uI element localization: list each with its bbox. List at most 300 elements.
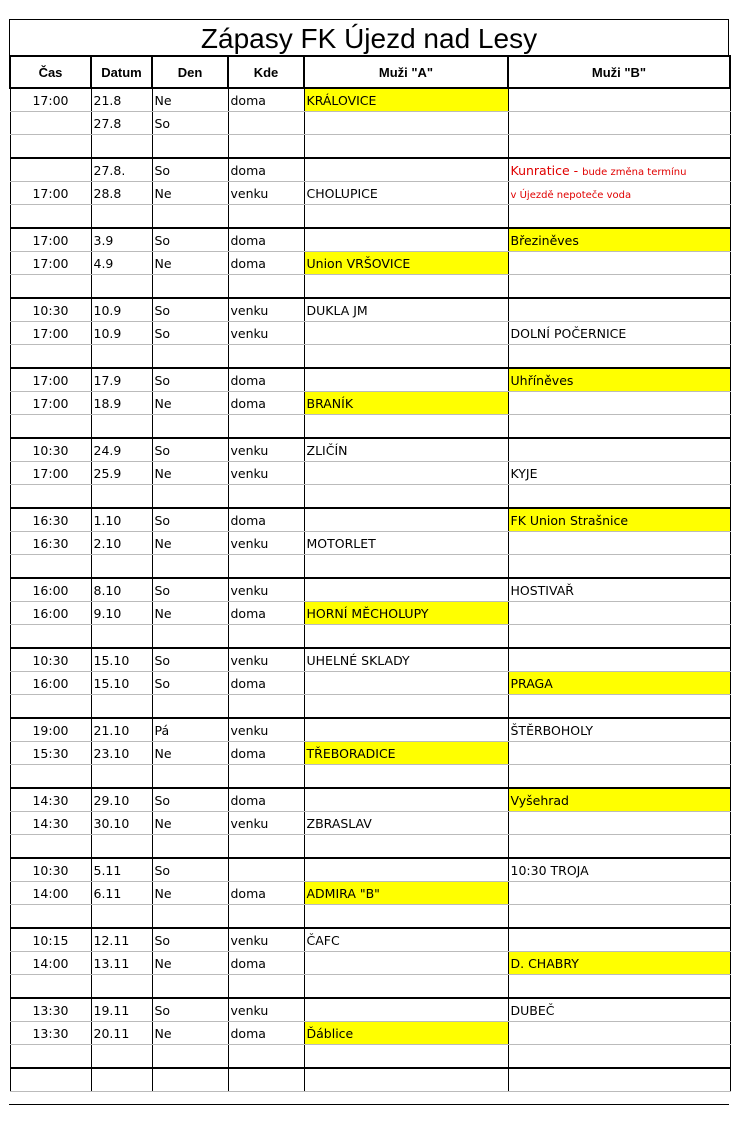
cell-datum [91,298,152,322]
cell-text: doma [230,395,266,411]
cell-a [304,928,508,952]
cell-a [304,532,508,555]
cell-text: doma [230,372,266,388]
cell-datum [91,158,152,182]
cell-a [304,952,508,975]
cell-kde [228,928,304,952]
schedule-sheet [9,19,729,1092]
cell-a [304,672,508,695]
cell-text: venku [230,185,269,201]
cell-text: 13:30 [32,1025,69,1041]
cell-text: 13.11 [93,955,130,971]
cell-den [152,415,228,439]
cell-cas [10,135,91,159]
cell-datum [91,182,152,205]
cell-datum [91,858,152,882]
cell-datum [91,555,152,579]
cell-cas [10,882,91,905]
cell-text: Ne [154,955,172,971]
cell-b [508,975,730,999]
cell-cas [10,392,91,415]
table-row [10,882,730,905]
cell-text: 2.10 [93,535,122,551]
cell-kde [228,718,304,742]
header-muzi-b: Muži "B" [508,56,730,88]
cell-cas [10,1045,91,1069]
cell-kde [228,1022,304,1045]
cell-text: ZBRASLAV [306,815,372,831]
cell-kde [228,345,304,369]
table-row [10,718,730,742]
table-row [10,742,730,765]
cell-datum [91,882,152,905]
cell-text: 21.10 [93,722,130,738]
table-row [10,275,730,299]
cell-kde [228,1045,304,1069]
cell-text: BRANÍK [306,395,354,411]
cell-kde [228,228,304,252]
cell-cas [10,228,91,252]
cell-kde [228,1068,304,1092]
cell-b [508,928,730,952]
cell-a [304,555,508,579]
cell-cas [10,462,91,485]
cell-den [152,928,228,952]
cell-text: 10:15 [32,932,69,948]
cell-text: 10.9 [93,325,122,341]
cell-cas [10,182,91,205]
cell-a [304,252,508,275]
cell-note: bude změna termínu [582,166,687,178]
cell-text: 27.8 [93,115,122,131]
cell-b [508,648,730,672]
cell-cas [10,555,91,579]
cell-b [508,415,730,439]
cell-cas [10,158,91,182]
cell-text: Ne [154,395,172,411]
table-row [10,112,730,135]
cell-den [152,788,228,812]
cell-a [304,602,508,625]
cell-b [508,742,730,765]
cell-text: HOSTIVAŘ [510,582,574,598]
cell-den [152,882,228,905]
cell-kde [228,182,304,205]
cell-text: CHOLUPICE [306,185,378,201]
cell-a [304,158,508,182]
table-row [10,135,730,159]
cell-datum [91,205,152,229]
cell-datum [91,672,152,695]
cell-b [508,578,730,602]
table-row [10,532,730,555]
cell-b [508,345,730,369]
cell-b [508,952,730,975]
cell-b [508,858,730,882]
cell-cas [10,1068,91,1092]
table-row [10,602,730,625]
cell-datum [91,88,152,112]
cell-den [152,742,228,765]
cell-text: 14:00 [32,955,69,971]
bottom-border [9,1104,729,1105]
cell-text: 17:00 [32,232,69,248]
cell-den [152,158,228,182]
cell-kde [228,578,304,602]
table-row [10,835,730,859]
cell-text: So [154,932,171,948]
cell-cas [10,765,91,789]
cell-kde [228,88,304,112]
cell-text: So [154,1002,171,1018]
cell-text: doma [230,675,266,691]
cell-datum [91,485,152,509]
cell-den [152,835,228,859]
cell-datum [91,742,152,765]
cell-b [508,392,730,415]
cell-text: 17:00 [32,372,69,388]
cell-text: 10:30 [32,442,69,458]
cell-text: doma [230,255,266,271]
cell-a [304,135,508,159]
cell-cas [10,368,91,392]
table-row [10,88,730,112]
cell-text: 16:30 [32,512,69,528]
cell-a [304,625,508,649]
match-table [9,55,731,1092]
cell-text: 25.9 [93,465,122,481]
cell-text: doma [230,745,266,761]
cell-b [508,88,730,112]
table-row [10,812,730,835]
header-row [10,56,730,88]
cell-b [508,882,730,905]
cell-text: 16:00 [32,582,69,598]
cell-text: 16:30 [32,535,69,551]
table-row [10,322,730,345]
cell-text: FK Union Strašnice [510,512,629,528]
cell-kde [228,882,304,905]
cell-text: So [154,325,171,341]
cell-kde [228,252,304,275]
cell-cas [10,835,91,859]
cell-b [508,275,730,299]
cell-text: venku [230,302,269,318]
table-row [10,415,730,439]
cell-b [508,765,730,789]
cell-text: 29.10 [93,792,130,808]
cell-text: doma [230,1025,266,1041]
cell-cas [10,1022,91,1045]
cell-datum [91,928,152,952]
cell-b [508,672,730,695]
cell-b [508,158,730,182]
cell-den [152,182,228,205]
cell-cas [10,485,91,509]
cell-den [152,858,228,882]
cell-a [304,298,508,322]
cell-text: 21.8 [93,92,122,108]
cell-text: 4.9 [93,255,114,271]
cell-b [508,555,730,579]
cell-b [508,1022,730,1045]
cell-datum [91,812,152,835]
cell-text: UHELNÉ SKLADY [306,652,410,668]
cell-text: MOTORLET [306,535,376,551]
cell-text: Vyšehrad [510,792,569,808]
header-cas: Čas [10,56,91,88]
cell-text: 10.9 [93,302,122,318]
cell-text: 15.10 [93,652,130,668]
cell-kde [228,812,304,835]
cell-text: venku [230,465,269,481]
cell-cas [10,345,91,369]
cell-text: So [154,675,171,691]
table-row [10,578,730,602]
cell-den [152,695,228,719]
cell-kde [228,322,304,345]
cell-den [152,135,228,159]
cell-den [152,112,228,135]
cell-den [152,812,228,835]
cell-den [152,602,228,625]
table-row [10,648,730,672]
cell-text: doma [230,232,266,248]
cell-text: Březiněves [510,232,579,248]
cell-a [304,742,508,765]
cell-text: 13:30 [32,1002,69,1018]
table-row [10,952,730,975]
cell-text: Ne [154,885,172,901]
cell-text: 5.11 [93,862,122,878]
cell-text: Union VRŠOVICE [306,255,411,271]
cell-cas [10,625,91,649]
cell-a [304,368,508,392]
table-row [10,508,730,532]
cell-b [508,1045,730,1069]
cell-text: Ne [154,185,172,201]
cell-b [508,438,730,462]
cell-datum [91,392,152,415]
cell-cas [10,252,91,275]
cell-text: Pá [154,722,170,738]
cell-text: doma [230,92,266,108]
cell-cas [10,718,91,742]
cell-text: KYJE [510,465,538,481]
table-row [10,1045,730,1069]
cell-text: 30.10 [93,815,130,831]
cell-den [152,392,228,415]
cell-datum [91,368,152,392]
cell-text: doma [230,955,266,971]
cell-cas [10,975,91,999]
cell-cas [10,742,91,765]
cell-datum [91,322,152,345]
cell-den [152,88,228,112]
cell-text: So [154,442,171,458]
cell-a [304,322,508,345]
cell-b [508,322,730,345]
cell-den [152,368,228,392]
cell-datum [91,695,152,719]
cell-text: Ne [154,745,172,761]
table-row [10,205,730,229]
table-row [10,1022,730,1045]
cell-kde [228,368,304,392]
cell-a [304,648,508,672]
table-row [10,928,730,952]
cell-text: doma [230,605,266,621]
cell-text: doma [230,885,266,901]
cell-a [304,228,508,252]
cell-cas [10,438,91,462]
cell-cas [10,578,91,602]
cell-text: venku [230,582,269,598]
cell-b [508,788,730,812]
cell-text: venku [230,442,269,458]
cell-text: 16:00 [32,675,69,691]
cell-den [152,975,228,999]
cell-b [508,998,730,1022]
cell-datum [91,602,152,625]
cell-a [304,88,508,112]
cell-kde [228,158,304,182]
cell-a [304,345,508,369]
cell-text: D. CHABRY [510,955,579,971]
cell-den [152,1068,228,1092]
cell-datum [91,835,152,859]
cell-den [152,345,228,369]
header-datum: Datum [91,56,152,88]
cell-a [304,1045,508,1069]
cell-kde [228,952,304,975]
header-kde: Kde [228,56,304,88]
cell-text: 17:00 [32,465,69,481]
cell-den [152,1022,228,1045]
cell-datum [91,228,152,252]
cell-cas [10,602,91,625]
cell-text: So [154,162,171,178]
cell-b [508,135,730,159]
cell-a [304,112,508,135]
cell-datum [91,765,152,789]
cell-text: Ne [154,535,172,551]
cell-b [508,368,730,392]
cell-datum [91,112,152,135]
cell-b [508,205,730,229]
cell-cas [10,695,91,719]
table-row [10,345,730,369]
cell-kde [228,602,304,625]
table-row [10,438,730,462]
cell-text: TŘEBORADICE [306,745,396,761]
cell-den [152,555,228,579]
cell-text: 17:00 [32,185,69,201]
cell-kde [228,788,304,812]
cell-cas [10,508,91,532]
cell-datum [91,625,152,649]
cell-text: ADMIRA "B" [306,885,380,901]
cell-den [152,462,228,485]
cell-den [152,952,228,975]
cell-b [508,298,730,322]
cell-a [304,508,508,532]
cell-text: 19:00 [32,722,69,738]
table-row [10,1068,730,1092]
cell-a [304,835,508,859]
cell-cas [10,415,91,439]
cell-b [508,532,730,555]
cell-text: venku [230,652,269,668]
cell-kde [228,858,304,882]
cell-kde [228,648,304,672]
cell-a [304,462,508,485]
cell-text: venku [230,932,269,948]
cell-den [152,765,228,789]
cell-a [304,182,508,205]
table-row [10,998,730,1022]
cell-kde [228,508,304,532]
cell-datum [91,532,152,555]
cell-den [152,532,228,555]
header-muzi-a: Muži "A" [304,56,508,88]
cell-kde [228,298,304,322]
cell-cas [10,672,91,695]
cell-kde [228,462,304,485]
cell-den [152,672,228,695]
cell-text: 3.9 [93,232,114,248]
table-row [10,368,730,392]
cell-text: ŠTĚRBOHOLY [510,722,594,738]
cell-a [304,788,508,812]
cell-kde [228,532,304,555]
cell-kde [228,438,304,462]
cell-text: So [154,302,171,318]
cell-b [508,812,730,835]
cell-note: v Újezdě nepoteče voda [510,189,632,201]
cell-datum [91,788,152,812]
cell-text: 8.10 [93,582,122,598]
cell-a [304,392,508,415]
cell-text: 10:30 [32,652,69,668]
cell-cas [10,812,91,835]
cell-cas [10,928,91,952]
cell-text: So [154,372,171,388]
cell-cas [10,88,91,112]
cell-datum [91,252,152,275]
cell-a [304,765,508,789]
table-row [10,555,730,579]
cell-a [304,998,508,1022]
cell-kde [228,485,304,509]
cell-text: So [154,862,171,878]
cell-text: 17:00 [32,92,69,108]
cell-text: DUKLA JM [306,302,368,318]
table-row [10,298,730,322]
cell-datum [91,975,152,999]
cell-text: DOLNÍ POČERNICE [510,325,627,341]
cell-datum [91,462,152,485]
table-row [10,975,730,999]
cell-text: 9.10 [93,605,122,621]
table-row [10,695,730,719]
cell-kde [228,998,304,1022]
cell-text: Ne [154,255,172,271]
cell-datum [91,135,152,159]
cell-text: venku [230,722,269,738]
cell-den [152,1045,228,1069]
cell-cas [10,298,91,322]
